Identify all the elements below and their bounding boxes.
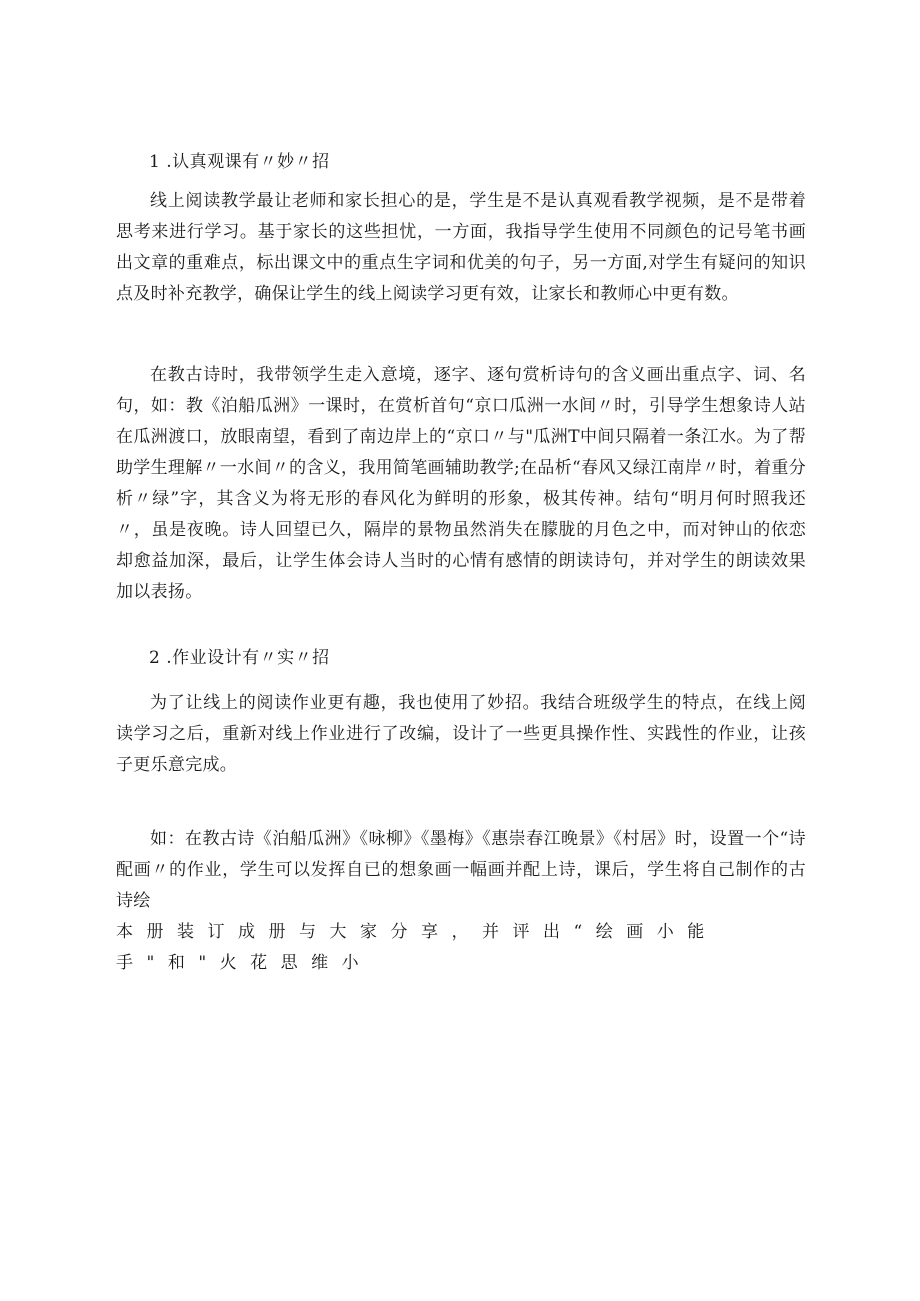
section-heading-1: 1 .认真观课有〃妙〃招	[149, 152, 330, 172]
paragraph-homework-design: 为了让线上的阅读作业更有趣，我也使用了妙招。我结合班级学生的特点，在线上阅读学习之后，重新对线上作业进行了改编，设计了一些更具操作性、实践性的作业，让孩子更乐意完成。	[116, 693, 806, 775]
paragraph-poem-drawing-last-line: 本册装订成册与大家分享，并评出“绘画小能手"和"火花思维小	[116, 922, 718, 973]
paragraph-ancient-poetry: 在教古诗时，我带领学生走入意境，逐字、逐句赏析诗句的含义画出重点字、词、名句，如：教《泊船瓜洲》一课时，在赏析首句“京口瓜洲一水间〃时，引导学生想象诗人站在瓜洲渡口，放眼南望，看到了南边岸上的“京口〃与"瓜洲T中间只隔着一条江水。为了帮助学生理解〃一水间〃的含义，我用简笔画辅助教学;在品析“春风又绿江南岸〃时，着重分析〃绿”字，其含义为将无形的春风化为鲜明的形象，极其传神。结句“明月何时照我还〃，虽是夜晚。诗人回望已久，隔岸的景物虽然消失在朦胧的月色之中，而对钟山的依恋却愈益加深，最后，让学生体会诗人当时的心情有感情的朗读诗句，并对学生的朗读效果加以表扬。	[116, 365, 806, 602]
paragraph-poem-drawing	[116, 824, 806, 979]
paragraph-online-reading: 线上阅读教学最让老师和家长担心的是，学生是不是认真观看教学视频，是不是带着思考来进行学习。基于家长的这些担忧，一方面，我指导学生使用不同颜色的记号笔书画出文章的重难点，标出课文中的重点生字词和优美的句子，另一方面,对学生有疑问的知识点及时补充教学，确保让学生的线上阅读学习更有效，让家长和教师心中更有数。	[116, 191, 806, 304]
section-heading-2: 2 .作业设计有〃实〃招	[149, 648, 330, 668]
paragraph-poem-drawing-lines: 如：在教古诗《泊船瓜洲》《咏柳》《墨梅》《惠崇春江晚景》《村居》时，设置一个“诗配画〃的作业，学生可以发挥自已的想象画一幅画并配上诗，课后，学生将自己制作的古诗绘	[116, 829, 806, 911]
